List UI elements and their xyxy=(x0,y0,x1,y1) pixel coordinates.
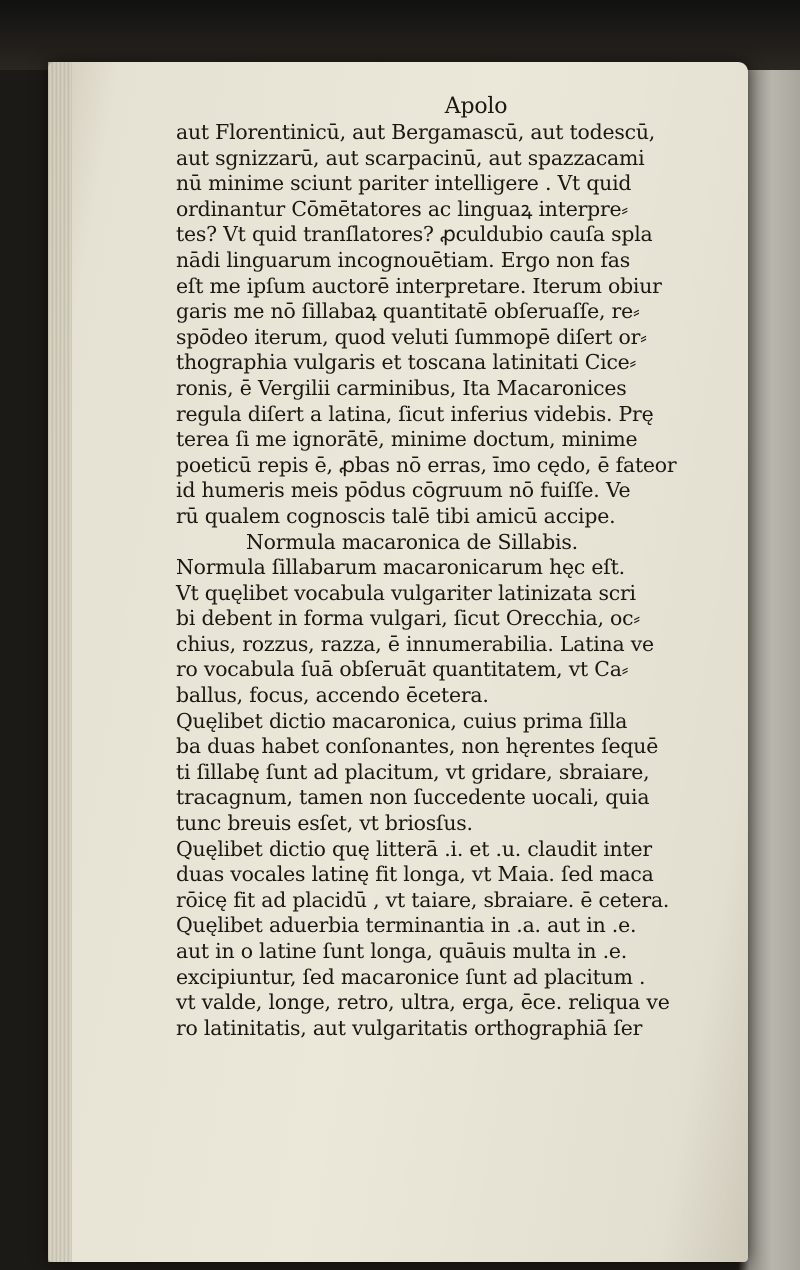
text-line: regula diſert a latina, ſicut inferius videbis. Prę xyxy=(176,401,654,426)
text-line: ro vocabula ſuā obſeruāt quantitatem, vt Ca⸗ xyxy=(176,657,629,682)
text-line: ba duas habet conſonantes, non hęrentes ſequē xyxy=(176,734,659,759)
page-gutter-edge xyxy=(48,62,72,1262)
text-line: rōicę fit ad placidū , vt taiare, sbraiare. ē cetera. xyxy=(176,887,670,912)
text-line: rū qualem cognoscis talē tibi amicū accipe. xyxy=(176,503,616,528)
text-line: duas vocales latinę fit longa, vt Maia. ſed maca xyxy=(176,862,654,887)
page-text xyxy=(176,94,736,1041)
text-line: tracagnum, tamen non ſuccedente uocali, quia xyxy=(176,785,650,810)
text-line: vt valde, longe, retro, ultra, erga, ēce. reliqua ve xyxy=(176,990,670,1015)
text-line: eſt me ipſum auctorē interpretare. Iterum obiur xyxy=(176,273,662,298)
text-line: Quęlibet dictio quę litterā .i. et .u. claudit inter xyxy=(176,836,652,861)
text-line: aut sgnizzarū, aut scarpacinū, aut spazzacami xyxy=(176,145,645,170)
text-line: bi debent in forma vulgari, ſicut Orecchia, oc⸗ xyxy=(176,606,640,631)
text-line: ti ſillabę ſunt ad placitum, vt gridare, sbraiare, xyxy=(176,759,650,784)
text-line: thographia vulgaris et toscana latinitati Cice⸗ xyxy=(176,350,637,375)
running-head: Apolo xyxy=(444,94,508,119)
text-line: ronis, ē Vergilii carminibus, Ita Macaronices xyxy=(176,375,627,400)
text-line: tes? Vt quid tranſlatores? ꝓculdubio cauſa spla xyxy=(176,222,653,247)
text-line: excipiuntur, ſed macaronice ſunt ad placitum . xyxy=(176,964,646,989)
text-line: poeticū repis ē, ꝓbas nō erras, īmo cędo, ē fateor xyxy=(176,452,677,477)
text-line: aut Florentinicū, aut Bergamascū, aut todescū, xyxy=(176,120,656,144)
text-line: aut in o latine ſunt longa, quāuis multa in .e. xyxy=(176,939,628,963)
section-heading: Normula macaronica de Sillabis. xyxy=(246,529,578,554)
text-line: nū minime sciunt pariter intelligere . Vt quid xyxy=(176,171,632,196)
text-line: id humeris meis pōdus cōgruum nō fuiſſe. Ve xyxy=(176,478,631,503)
text-line: ordinantur Cōmētatores ac linguaꝝ interpre⸗ xyxy=(176,196,628,221)
background-top xyxy=(0,0,800,70)
text-line: garis me nō ſillabaꝝ quantitatē obſeruaſſe, re⸗ xyxy=(176,299,640,324)
text-line: nādi linguarum incognouētiam. Ergo non fas xyxy=(176,247,630,272)
text-line: Quęlibet dictio macaronica, cuius prima ſilla xyxy=(176,708,628,733)
text-line: spōdeo iterum, quod veluti ſummopē diſert or⸗ xyxy=(176,324,647,349)
text-line: tunc breuis esſet, vt briosſus. xyxy=(176,811,473,836)
text-line: chius, rozzus, razza, ē innumerabilia. Latina ve xyxy=(176,631,654,656)
text-line: ballus, focus, accendo ēcetera. xyxy=(176,683,489,708)
text-line: terea ſi me ignorātē, minime doctum, minime xyxy=(176,427,638,452)
text-line: Vt quęlibet vocabula vulgariter latinizata scri xyxy=(176,580,636,605)
text-line: Normula ſillabarum macaronicarum hęc eſt. xyxy=(176,555,625,580)
text-line: Quęlibet aduerbia terminantia in .a. aut in .e. xyxy=(176,913,637,938)
text-line: ro latinitatis, aut vulgaritatis orthographiā ſer xyxy=(176,1015,643,1040)
